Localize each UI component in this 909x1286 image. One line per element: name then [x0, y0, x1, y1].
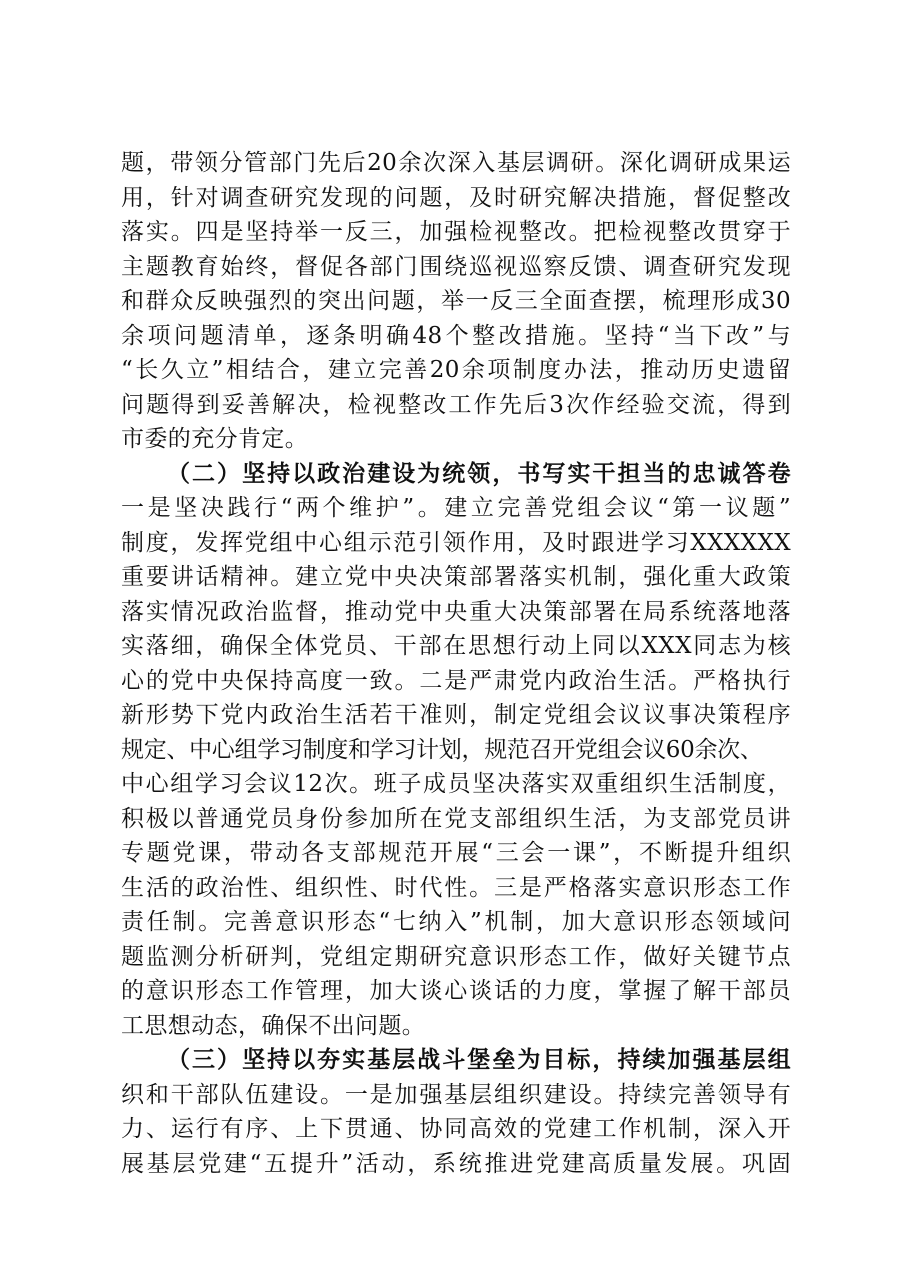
- body-line-1: 题，带领分管部门先后20余次深入基层调研。深化调研成果运: [121, 150, 791, 176]
- body-line-7: “长久立”相结合，建立完善20余项制度办法，推动历史遗留: [121, 357, 791, 383]
- body-line-19: 中心组学习会议12次。班子成员坚决落实双重组织生活制度，: [121, 771, 791, 797]
- body-line-30: 展基层党建“五提升”活动，系统推进党建高质量发展。巩固: [121, 1150, 791, 1177]
- body-line-8: 问题得到妥善解决，检视整改工作先后3次作经验交流，得到: [121, 391, 791, 418]
- body-line-12: 制度，发挥党组中心组示范引领作用，及时跟进学习XXXXXX: [121, 529, 791, 556]
- body-line-4: 主题教育始终，督促各部门围绕巡视巡察反馈、调查研究发现: [121, 253, 791, 280]
- section-heading-2: （二）坚持以政治建设为统领，书写实干担当的忠诚答卷: [167, 459, 791, 487]
- body-line-3: 落实。四是坚持举一反三，加强检视整改。把检视整改贯穿于: [121, 219, 791, 245]
- body-line-22: 生活的政治性、组织性、时代性。三是严格落实意识形态工作: [121, 874, 791, 901]
- section-heading-3: （三）坚持以夯实基层战斗堡垒为目标，持续加强基层组: [167, 1046, 791, 1073]
- document-body: [121, 146, 791, 1181]
- body-line-9: 市委的充分肯定。: [121, 426, 309, 452]
- body-line-18: 规定、中心组学习制度和学习计划，规范召开党组会议60余次、: [121, 736, 763, 763]
- body-line-29: 力、运行有序、上下贯通、协同高效的党建工作机制，深入开: [121, 1116, 791, 1142]
- body-line-28: 织和干部队伍建设。一是加强基层组织建设。持续完善领导有: [121, 1081, 791, 1108]
- body-line-24: 题监测分析研判，党组定期研究意识形态工作，做好关键节点: [121, 943, 791, 970]
- body-line-2: 用，针对调查研究发现的问题，及时研究解决措施，督促整改: [121, 184, 791, 211]
- body-line-25: 的意识形态工作管理，加大谈心谈话的力度，掌握了解干部员: [121, 978, 791, 1004]
- body-line-15: 实落细，确保全体党员、干部在思想行动上同以XXX同志为核: [121, 633, 791, 659]
- body-line-26: 工思想动态，确保不出问题。: [121, 1012, 426, 1039]
- body-line-14: 落实情况政治监督，推动党中央重大决策部署在局系统落地落: [121, 598, 791, 625]
- body-line-16: 心的党中央保持高度一致。二是严肃党内政治生活。严格执行: [121, 667, 791, 694]
- body-line-13: 重要讲话精神。建立党中央决策部署落实机制，强化重大政策: [121, 564, 791, 590]
- body-line-23: 责任制。完善意识形态“七纳入”机制，加大意识形态领域问: [121, 909, 791, 935]
- body-line-17: 新形势下党内政治生活若干准则，制定党组会议议事决策程序: [121, 702, 791, 728]
- body-line-20: 积极以普通党员身份参加所在党支部组织生活，为支部党员讲: [121, 805, 791, 832]
- body-line-11: 一是坚决践行“两个维护”。建立完善党组会议“第一议题”: [121, 495, 791, 521]
- body-line-6: 余项问题清单，逐条明确48个整改措施。坚持“当下改”与: [121, 322, 791, 349]
- body-line-21: 专题党课，带动各支部规范开展“三会一课”，不断提升组织: [121, 840, 791, 866]
- body-line-5: 和群众反映强烈的突出问题，举一反三全面查摆，梳理形成30: [121, 288, 791, 314]
